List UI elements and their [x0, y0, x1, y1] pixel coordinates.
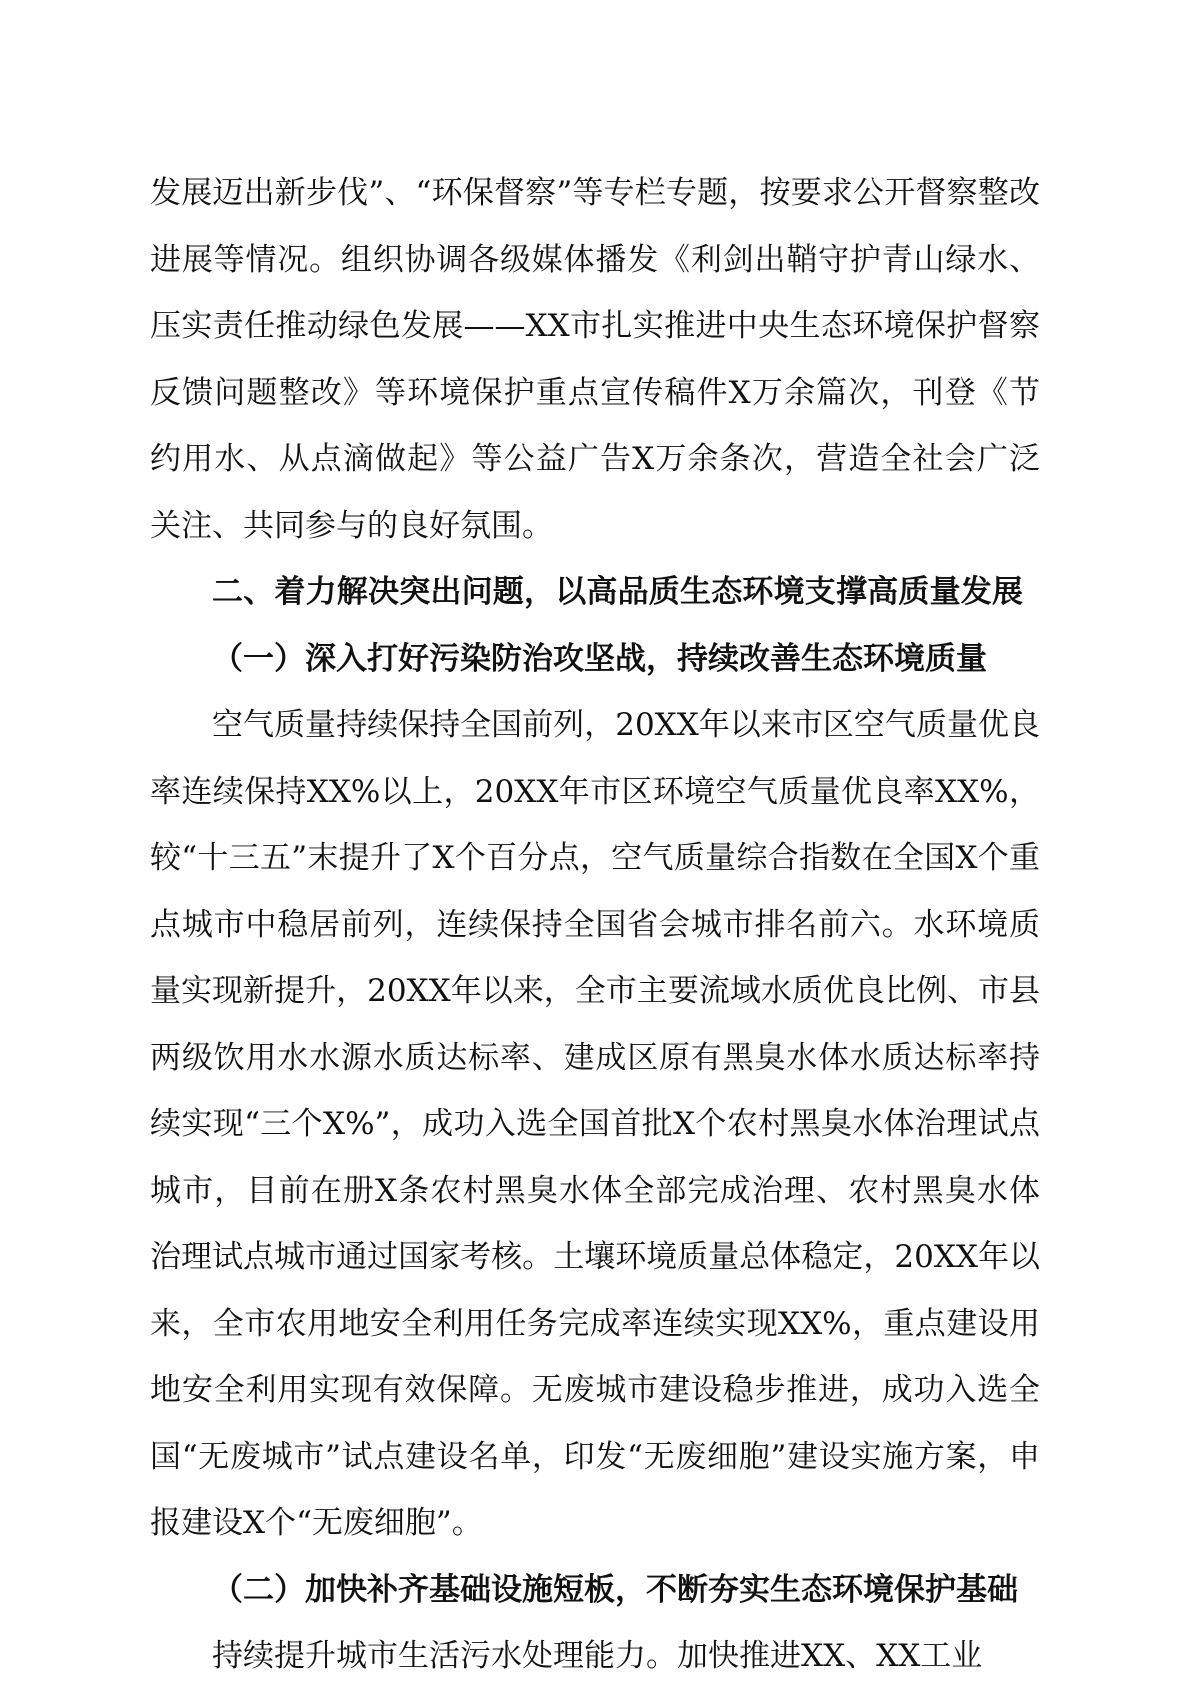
document-page: [150, 160, 1040, 1690]
subsection-heading-2: （二）加快补齐基础设施短板，不断夯实生态环境保护基础: [212, 1571, 1018, 1608]
paragraph-environment-quality: 空气质量持续保持全国前列，20XX年以来市区空气质量优良率连续保持XX%以上，20XX年市区环境空气质量优良率XX%，较“十三五”末提升了X个百分点，空气质量综合指数在全国X个重点城市中稳居前列，连续保持全国省会城市排名前六。水环境质量实现新提升，20XX年以来，全市主要流域水质优良比例、市县两级饮用水水源水质达标率、建成区原有黑臭水体水质达标率持续实现“三个X%”，成功入选全国首批X个农村黑臭水体治理试点城市，目前在册X条农村黑臭水体全部完成治理、农村黑臭水体治理试点城市通过国家考核。土壤环境质量总体稳定，20XX年以来，全市农用地安全利用任务完成率连续实现XX%，重点建设用地安全利用实现有效保障。无废城市建设稳步推进，成功入选全国“无废城市”试点建设名单，印发“无废细胞”建设实施方案，申报建设X个“无废细胞”。: [150, 707, 1040, 1541]
subsection-heading-1: （一）深入打好污染防治攻坚战，持续改善生态环境质量: [212, 640, 987, 677]
paragraph-continuation: 发展迈出新步伐”、“环保督察”等专栏专题，按要求公开督察整改进展等情况。组织协调各级媒体播发《利剑出鞘守护青山绿水、压实责任推动绿色发展——XX市扎实推进中央生态环境保护督察反馈问题整改》等环境保护重点宣传稿件X万余篇次，刊登《节约用水、从点滴做起》等公益广告X万余条次，营造全社会广泛关注、共同参与的良好氛围。: [150, 175, 1040, 544]
section-heading: 二、着力解决突出问题，以高品质生态环境支撑高质量发展: [212, 574, 1024, 610]
paragraph-sewage-treatment: 持续提升城市生活污水处理能力。加快推进XX、XX工业: [212, 1638, 983, 1674]
